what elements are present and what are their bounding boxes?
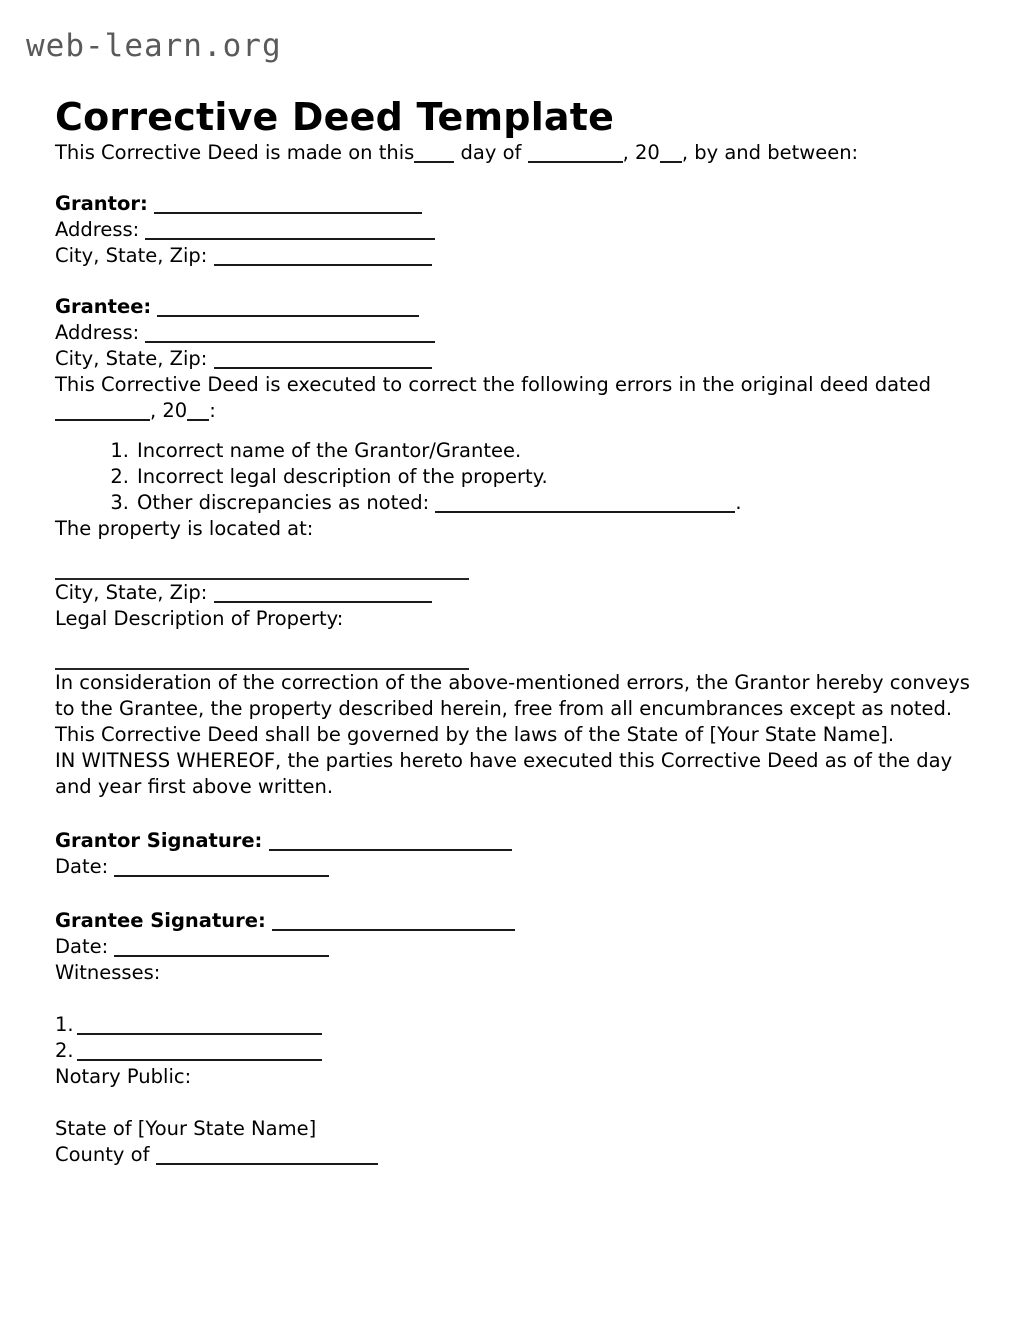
errors-intro-paragraph [55,372,970,424]
witness-1-blank[interactable] [77,1019,322,1035]
consideration-paragraph: In consideration of the correction of the above-mentioned errors, the Grantor hereby conveys to the Grantee, the property described herein, free from all encumbrances except as noted. [55,671,970,720]
grantor-name-blank[interactable] [154,198,422,214]
errors-intro-text: This Corrective Deed is executed to correct the following errors in the original deed dated [55,373,932,396]
grantor-name-row [55,191,970,217]
document-body [55,140,970,1168]
grantee-signature-blank[interactable] [272,915,515,931]
property-city-blank[interactable] [214,587,432,603]
intro-text-part2: day of [460,141,522,164]
errors-item-3-text: Other discrepancies as noted: [137,491,430,514]
legal-description-label: Legal Description of Property: [55,607,344,630]
list-item [55,1038,970,1064]
grantee-city-row [55,346,970,372]
errors-intro-year-blank[interactable] [187,405,209,421]
grantor-address-row [55,217,970,243]
grantor-date-row [55,854,970,880]
errors-item-1-text: Incorrect name of the Grantor/Grantee. [137,439,522,462]
notary-county-blank[interactable] [156,1149,378,1165]
list-item [55,438,970,464]
errors-intro-year-prefix: , 20 [150,399,188,422]
grantor-signature-block [55,828,970,880]
witness-2-number: 2. [55,1039,74,1062]
grantee-name-row [55,294,970,320]
grantee-name-blank[interactable] [157,301,419,317]
intro-paragraph [55,140,970,166]
errors-item-2-number: 2. [110,465,129,488]
notary-county-row [55,1142,970,1168]
grantor-signature-label: Grantor Signature: [55,829,263,852]
errors-intro-colon: : [209,399,216,422]
grantee-date-row [55,934,970,960]
property-city-row [55,580,970,606]
list-item [55,490,970,516]
notary-block [55,1116,970,1168]
page-title: Corrective Deed Template [55,95,615,140]
intro-month-blank[interactable] [528,147,623,163]
witnesses-heading: Witnesses: [55,961,161,984]
site-watermark: web-learn.org [26,28,282,64]
errors-item-1-number: 1. [110,439,129,462]
notary-heading: Notary Public: [55,1065,192,1088]
grantee-city-label: City, State, Zip: [55,347,208,370]
witness-1-number: 1. [55,1013,74,1036]
grantor-name-label: Grantor: [55,192,148,215]
grantor-date-blank[interactable] [114,861,329,877]
grantee-signature-row [55,908,970,934]
property-located-label: The property is located at: [55,517,314,540]
property-city-label: City, State, Zip: [55,581,208,604]
governing-law-paragraph: This Corrective Deed shall be governed by the laws of the State of [Your State Name]. [55,723,895,746]
errors-list [55,438,970,516]
intro-text-part3: , 20 [622,141,660,164]
grantor-block [55,191,970,269]
grantee-signature-label: Grantee Signature: [55,909,266,932]
notary-county-label: County of [55,1143,150,1166]
grantor-city-row [55,243,970,269]
grantee-date-label: Date: [55,935,109,958]
grantee-address-row [55,320,970,346]
grantee-city-blank[interactable] [214,353,432,369]
grantee-date-blank[interactable] [114,941,329,957]
intro-year-blank[interactable] [660,147,682,163]
errors-item-3-blank[interactable] [435,497,735,513]
intro-text-part1: This Corrective Deed is made on this [55,141,415,164]
errors-intro-date-blank[interactable] [55,405,150,421]
grantor-address-blank[interactable] [145,224,435,240]
list-item [55,1012,970,1038]
grantor-date-label: Date: [55,855,109,878]
grantee-block [55,294,970,372]
grantor-signature-row [55,828,970,854]
witness-whereof-paragraph: IN WITNESS WHEREOF, the parties hereto have executed this Corrective Deed as of the day and year first above written. [55,749,953,798]
notary-state-row: State of [Your State Name] [55,1117,317,1140]
witnesses-list [55,1012,970,1064]
grantee-address-label: Address: [55,321,140,344]
errors-item-3-trailing: . [735,491,742,514]
intro-text-part4: , by and between: [681,141,859,164]
grantee-address-blank[interactable] [145,327,435,343]
grantee-signature-block [55,908,970,960]
grantor-address-label: Address: [55,218,140,241]
errors-item-2-text: Incorrect legal description of the property. [137,465,548,488]
grantee-name-label: Grantee: [55,295,152,318]
grantor-city-label: City, State, Zip: [55,244,208,267]
witness-2-blank[interactable] [77,1045,322,1061]
errors-item-3-number: 3. [110,491,129,514]
intro-day-blank[interactable] [414,147,454,163]
list-item [55,464,970,490]
grantor-signature-blank[interactable] [269,835,512,851]
grantor-city-blank[interactable] [214,250,432,266]
